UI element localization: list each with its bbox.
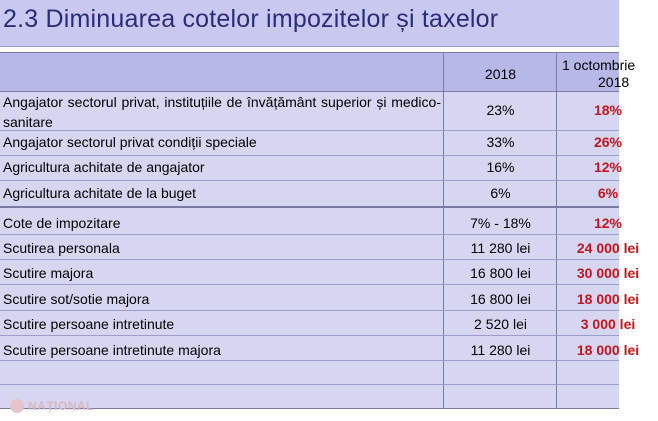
- row-divider: [0, 335, 619, 336]
- logo-icon: [10, 399, 24, 413]
- row-label: Cote de impozitare: [3, 215, 121, 231]
- row-value-new: 18 000 lei: [576, 291, 640, 307]
- row-value-new: 12%: [593, 159, 623, 175]
- tax-rates-table: [0, 52, 640, 409]
- row-label: Agricultura achitate de la buget: [3, 185, 197, 201]
- column-divider: [443, 53, 444, 408]
- row-value-new: 6%: [597, 185, 619, 201]
- row-label: Scutire majora: [3, 265, 94, 281]
- row-value-2018: 16 800 lei: [470, 291, 531, 307]
- row-value-2018: 16%: [486, 159, 515, 175]
- row-value-new: 26%: [593, 134, 623, 150]
- section-divider: [0, 206, 619, 208]
- row-value-2018: 11 280 lei: [470, 342, 531, 358]
- watermark-text: NAȚIONAL: [28, 399, 94, 413]
- row-divider: [0, 180, 619, 181]
- row-value-new: 24 000 lei: [576, 240, 640, 256]
- row-value-2018: 23%: [486, 102, 515, 118]
- row-divider: [0, 234, 619, 235]
- row-label: Scutire persoane intretinute: [3, 316, 175, 332]
- row-divider: [0, 259, 619, 260]
- row-divider: [0, 155, 619, 156]
- header-2018: 2018: [484, 66, 517, 82]
- page-title: 2.3 Diminuarea cotelor impozitelor și taxelor: [3, 5, 499, 33]
- row-divider: [0, 360, 619, 361]
- row-divider: [0, 384, 619, 385]
- title-bar: [0, 0, 619, 47]
- row-value-2018: 2 520 lei: [474, 316, 527, 332]
- row-value-2018: 16 800 lei: [470, 265, 531, 281]
- row-value-2018: 11 280 lei: [470, 240, 531, 256]
- row-value-new: 18 000 lei: [576, 342, 640, 358]
- row-label: Angajator sectorul privat condiții speciale: [3, 134, 257, 150]
- row-value-new: 18%: [593, 102, 623, 118]
- table-header-row: [0, 53, 636, 92]
- row-value-new: 12%: [593, 215, 623, 231]
- header-new-line1: 1 octombrie: [562, 57, 636, 73]
- row-label: Scutire persoane intretinute majora: [3, 342, 221, 358]
- row-divider: [0, 284, 619, 285]
- row-label: Angajator sectorul privat, instituțiile de învățământ superior și medico-sanitare: [3, 94, 441, 130]
- row-label: Agricultura achitate de angajator: [3, 159, 205, 175]
- row-value-2018: 6%: [490, 185, 511, 201]
- row-value-2018: 7% - 18%: [470, 215, 531, 231]
- header-new-line2: 2018: [598, 74, 630, 90]
- row-label: Scutirea personala: [3, 240, 120, 256]
- row-value-new: 3 000 lei: [580, 316, 636, 332]
- column-divider: [556, 53, 557, 408]
- row-label: Scutire sot/sotie majora: [3, 291, 150, 307]
- watermark-logo: [10, 398, 110, 416]
- row-divider: [0, 310, 619, 311]
- header-october-2018: [562, 57, 635, 91]
- row-value-2018: 33%: [486, 134, 515, 150]
- row-value-new: 30 000 lei: [576, 265, 640, 281]
